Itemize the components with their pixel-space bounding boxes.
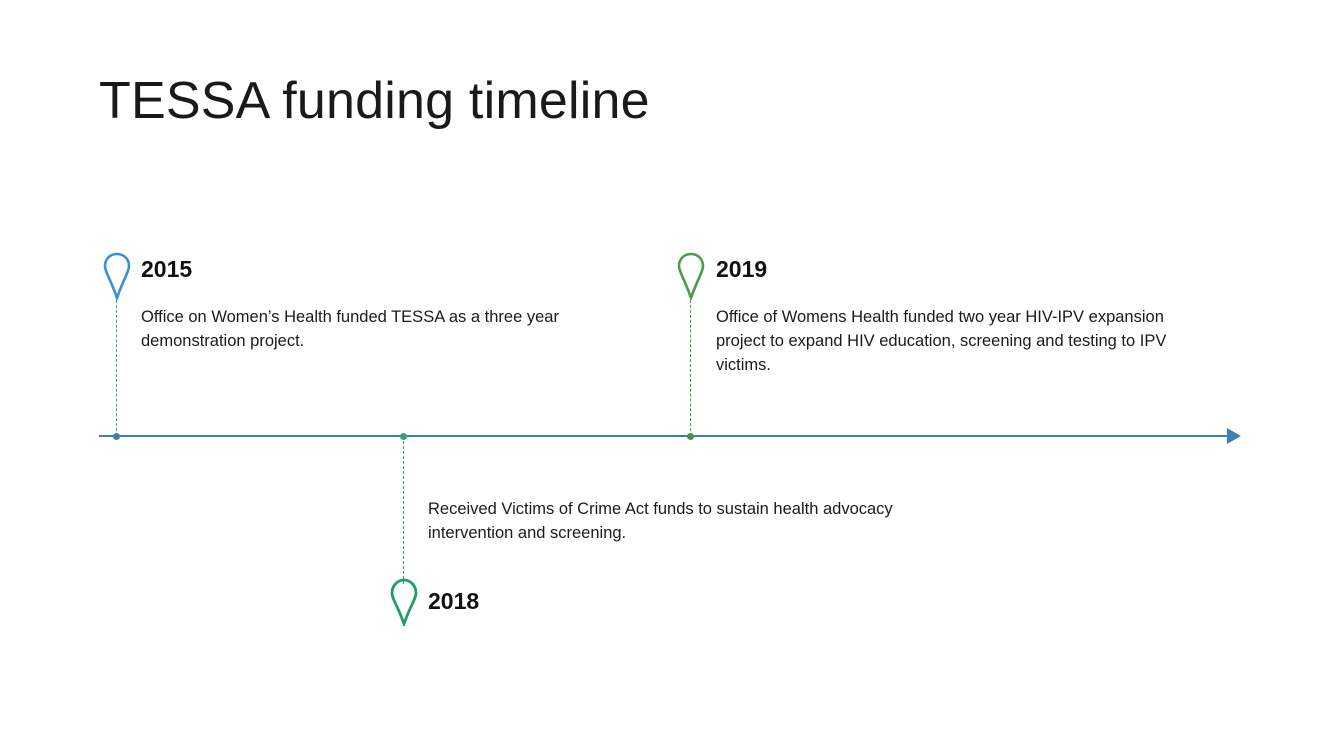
milestone-year-2019: 2019 bbox=[716, 256, 768, 282]
map-pin-icon bbox=[103, 252, 131, 300]
milestone-year-2015: 2015 bbox=[141, 256, 193, 282]
milestone-node-2019 bbox=[687, 433, 694, 440]
milestone-year-2018: 2018 bbox=[428, 588, 480, 614]
milestone-node-2015 bbox=[113, 433, 120, 440]
milestone-description-2018: Received Victims of Crime Act funds to sustain health advocacy intervention and screening. bbox=[428, 500, 893, 542]
timeline-axis bbox=[99, 435, 1239, 437]
map-pin-icon bbox=[389, 578, 419, 626]
milestone-connector-2019 bbox=[690, 300, 691, 436]
map-pin-icon bbox=[677, 252, 705, 300]
milestone-description-2015: Office on Women’s Health funded TESSA as a three year demonstration project. bbox=[141, 308, 559, 350]
milestone-connector-2015 bbox=[116, 300, 117, 436]
arrow-right-icon bbox=[1227, 428, 1241, 444]
milestone-node-2018 bbox=[400, 433, 407, 440]
milestone-connector-2018 bbox=[403, 436, 404, 584]
milestone-description-2019: Office of Womens Health funded two year HIV-IPV expansion project to expand HIV education, screening and testing to IPV victims. bbox=[716, 308, 1167, 374]
page-title: TESSA funding timeline bbox=[99, 72, 650, 130]
